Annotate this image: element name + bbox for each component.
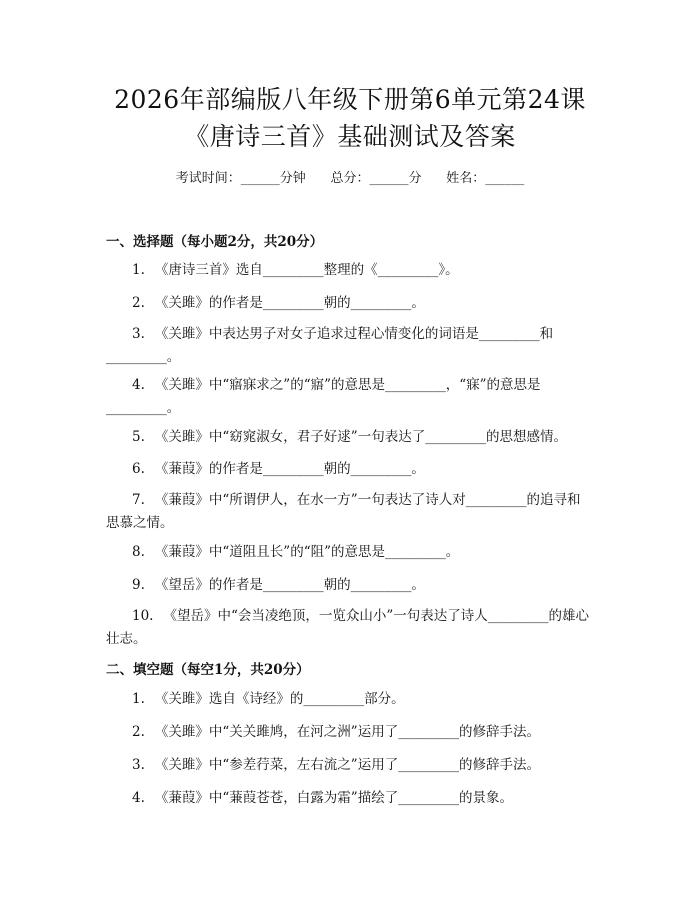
question-number: 3. <box>132 757 145 773</box>
question-text: 《蒹葭》中“蒹葭苍苍，白露为霜”描绘了_________的景象。 <box>154 790 513 806</box>
question-item <box>106 721 590 744</box>
question-text: 《唐诗三首》选自_________整理的《_________》。 <box>154 262 459 278</box>
section-1-heading: 一、选择题（每小题2分，共20分） <box>106 234 324 250</box>
section-2-heading: 二、填空题（每空1分，共20分） <box>106 662 310 678</box>
question-item <box>106 292 590 315</box>
question-text: 《关雎》中“参差荇菜，左右流之”运用了_________的修辞手法。 <box>154 757 540 773</box>
question-text: 《关雎》中“寤寐求之”的“寤”的意思是_________，“寐”的意思是_________。 <box>106 377 541 416</box>
question-item <box>106 574 590 597</box>
question-item <box>106 259 590 282</box>
question-item <box>106 374 590 420</box>
question-item <box>106 489 590 535</box>
question-number: 2. <box>132 724 145 740</box>
question-item <box>106 605 590 651</box>
question-number: 9. <box>132 577 145 593</box>
title-line-2: 《唐诗三首》基础测试及答案 <box>184 122 516 151</box>
question-number: 4. <box>132 790 145 806</box>
question-number: 5. <box>132 429 145 445</box>
title-line-1: 2026年部编版八年级下册第6单元第24课 <box>114 85 586 114</box>
question-text: 《关雎》中“关关雎鸠，在河之洲”运用了_________的修辞手法。 <box>154 724 540 740</box>
question-item <box>106 688 590 711</box>
question-text: 《望岳》的作者是_________朝的_________。 <box>154 577 425 593</box>
question-item <box>106 458 590 481</box>
question-number: 1. <box>132 262 145 278</box>
question-text: 《关雎》的作者是_________朝的_________。 <box>154 295 425 311</box>
question-text: 《关雎》中“窈窕淑女，君子好逑”一句表达了_________的思想感情。 <box>154 429 567 445</box>
question-item <box>106 541 590 564</box>
question-number: 8. <box>132 544 145 560</box>
question-text: 《关雎》选自《诗经》的_________部分。 <box>154 691 405 707</box>
question-item <box>106 426 590 449</box>
question-text: 《关雎》中表达男子对女子追求过程心情变化的词语是_________和_________。 <box>106 326 554 365</box>
question-number: 10. <box>132 608 154 624</box>
exam-info: 考试时间：______分钟 总分：______分 姓名：______ <box>175 171 525 186</box>
question-item <box>106 787 590 810</box>
question-number: 2. <box>132 295 145 311</box>
question-text: 《蒹葭》中“所谓伊人，在水一方”一句表达了诗人对_________的追寻和思慕之情。 <box>106 492 581 531</box>
question-item <box>106 754 590 777</box>
question-number: 7. <box>132 492 145 508</box>
question-item <box>106 323 590 369</box>
question-number: 3. <box>132 326 145 342</box>
question-number: 6. <box>132 461 145 477</box>
question-number: 4. <box>132 377 145 393</box>
question-text: 《望岳》中“会当凌绝顶，一览众山小”一句表达了诗人_________的雄心壮志。 <box>106 608 590 647</box>
question-number: 1. <box>132 691 145 707</box>
question-text: 《蒹葭》的作者是_________朝的_________。 <box>154 461 425 477</box>
question-text: 《蒹葭》中“道阻且长”的“阻”的意思是_________。 <box>154 544 460 560</box>
